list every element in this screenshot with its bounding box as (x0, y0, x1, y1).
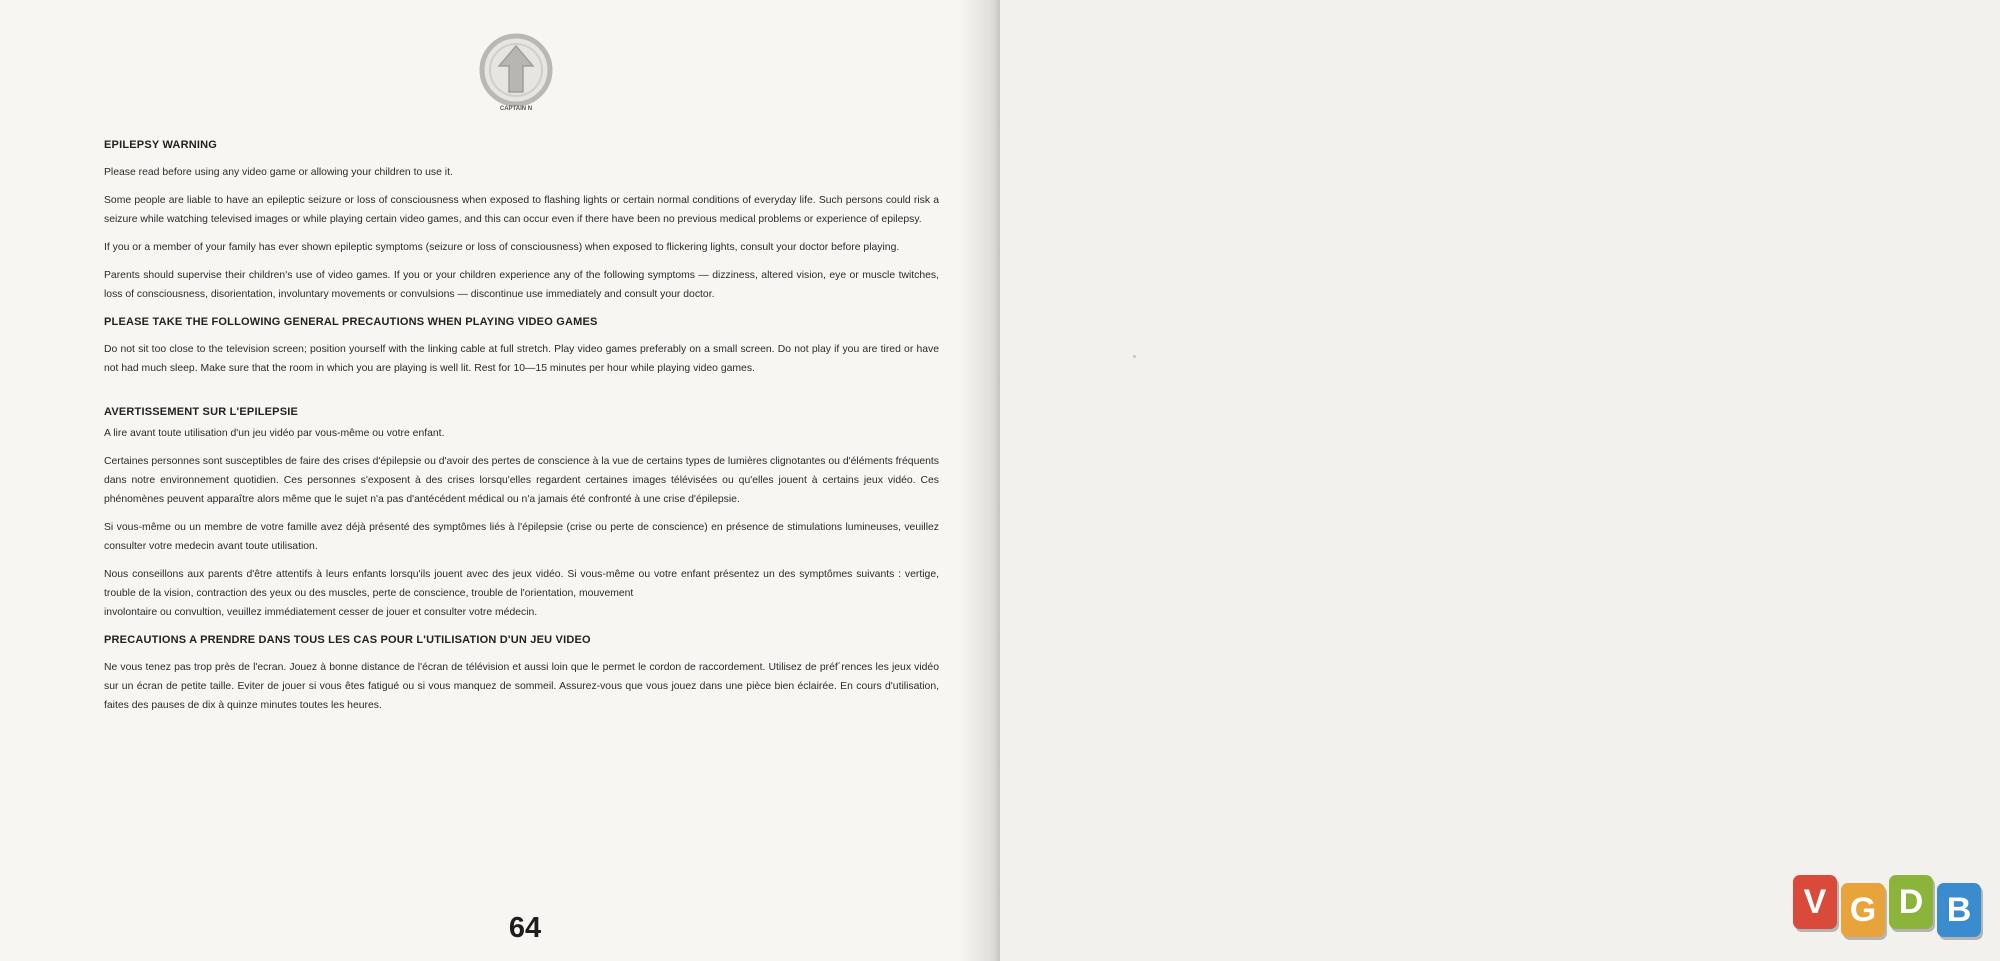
logo-label: CAPTAIN N (499, 106, 533, 112)
heading-avertissement-epilepsie: AVERTISSEMENT SUR L'EPILEPSIE (104, 406, 299, 418)
paragraph: involontaire ou convultion, veuillez immédiatement cesser de jouer et consulter votre médecin. (104, 607, 538, 618)
watermark-letter-g: G (1841, 883, 1885, 937)
section-epilepsy-fr (104, 403, 939, 622)
paragraph: Si vous-même ou un membre de votre famille avez déjà présenté des symptômes liés à l'épilepsie (crise ou perte de conscience) en présence de stimulations lumineuses, veuillez consulter votre medecin avant toute utilisation. (104, 522, 939, 552)
page-number: 64 (508, 912, 542, 944)
paragraph: Some people are liable to have an epileptic seizure or loss of consciousness when exposed to flashing lights or certain normal conditions of everyday life. Such persons could risk a seizure while watching televised images or while playing certain video games, and this can occur even if there have been no previous medical problems or experience of epilepsy. (104, 195, 939, 225)
paragraph: Ne vous tenez pas trop près de l'ecran. Jouez à bonne distance de l'écran de télévision et aussi loin que le permet le cordon de raccordement. Utilisez de préf´rences les jeux vidéo sur un écran de petite taille. Eviter de jouer si vous êtes fatigué ou si vous manquez de sommeil. Assurez-vous que vous jouez dans une pièce bien éclairée. En cours d'utilisation, faites des pauses de dix à quinze minutes toutes les heures. (104, 662, 939, 711)
paragraph: Please read before using any video game or allowing your children to use it. (104, 167, 453, 178)
section-gap (104, 387, 939, 403)
heading-precautions-jeu-video: PRECAUTIONS A PRENDRE DANS TOUS LES CAS POUR L'UTILISATION D'UN JEU VIDEO (104, 634, 591, 646)
paragraph: A lire avant toute utilisation d'un jeu vidéo par vous-même ou votre enfant. (104, 428, 445, 439)
paragraph: If you or a member of your family has ever shown epileptic symptoms (seizure or loss of consciousness) when exposed to flickering lights, consult your doctor before playing. (104, 242, 900, 253)
section-precautions-en (104, 313, 939, 378)
right-page (1000, 0, 2000, 961)
heading-general-precautions: PLEASE TAKE THE FOLLOWING GENERAL PRECAUTIONS WHEN PLAYING VIDEO GAMES (104, 316, 598, 328)
section-precautions-fr (104, 631, 939, 715)
paragraph: Parents should supervise their children's use of video games. If you or your children experience any of the following symptoms — dizziness, altered vision, eye or muscle twitches, loss of consciousness, disorientation, involuntary movements or convulsions — discontinue use immediately and consult your doctor. (104, 270, 939, 300)
watermark-letter-v: V (1793, 875, 1837, 929)
paragraph: Certaines personnes sont susceptibles de faire des crises d'épilepsie ou d'avoir des pertes de conscience à la vue de certains types de lumières clignotantes ou d'éléments fréquents dans notre environnement quotidien. Ces personnes s'exposent à des crises lorsqu'elles regardent certaines images télévisées ou qu'elles jouent à certains jeux vidéo. Ces phénomènes peuvent apparaître alors même que le sujet n'a pas d'antécédent médical ou n'a jamais été confronté à une crise d'épilepsie. (104, 456, 939, 505)
warning-text-column (104, 136, 939, 724)
arrow-up-icon (475, 32, 557, 114)
captain-n-logo (475, 32, 557, 114)
heading-epilepsy-warning: EPILEPSY WARNING (104, 139, 218, 151)
paragraph: Nous conseillons aux parents d'être attentifs à leurs enfants lorsqu'ils jouent avec des jeux vidéo. Si vous-même ou votre enfant présentez un des symptômes suivants : vertige, trouble de la vision, contraction des yeux ou des muscles, perte de conscience, trouble de l'orientation, mouvement (104, 569, 939, 599)
paper-speck (1133, 355, 1136, 358)
watermark-letter-d: D (1889, 875, 1933, 929)
paragraph: Do not sit too close to the television screen; position yourself with the linking cable at full stretch. Play video games preferably on a small screen. Do not play if you are tired or have not had much sleep. Make sure that the room in which you are playing is well lit. Rest for 10—15 minutes per hour while playing video games. (104, 344, 939, 374)
watermark-letter-b: B (1937, 883, 1981, 937)
section-epilepsy-en (104, 136, 939, 304)
vgdb-watermark-logo (1793, 875, 1993, 945)
